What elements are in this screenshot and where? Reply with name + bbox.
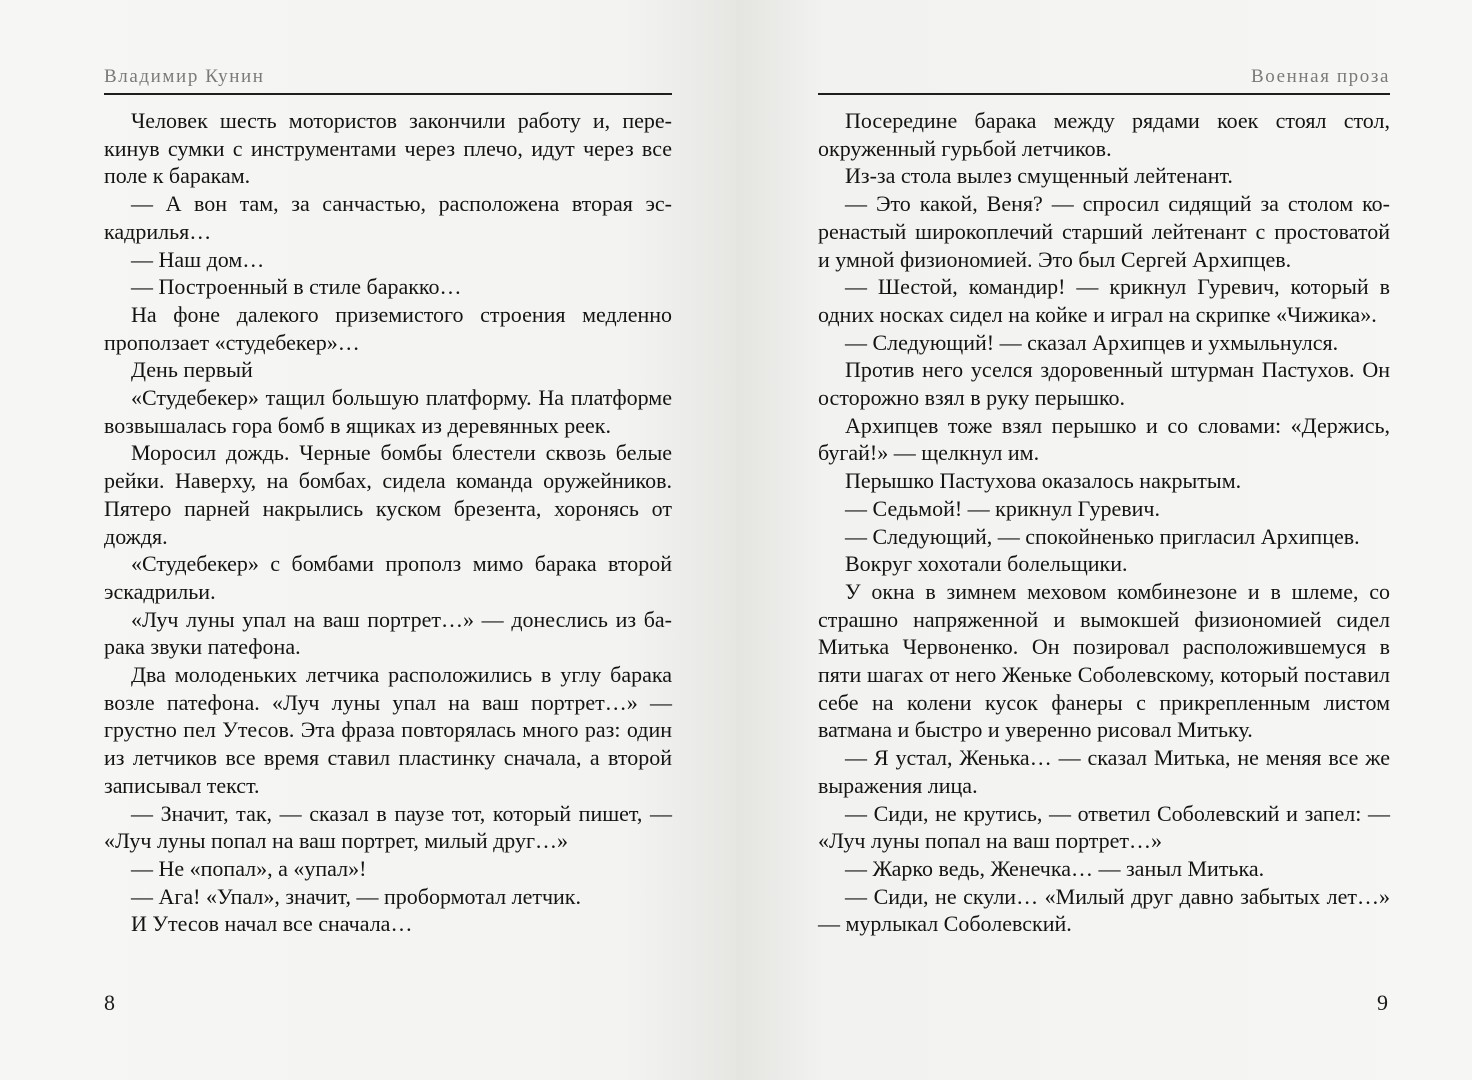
paragraph: — А вон там, за санчастью, расположена вторая эскадрилья… [104,191,672,244]
left-page-text [104,107,672,938]
paragraph: — Сиди, не скули… «Милый друг давно забытых лет…» — мурлыкал Соболевский. [818,883,1390,937]
page-number: 9 [1377,990,1388,1015]
paragraph: — Я устал, Женька… — сказал Митька, не меняя все же выражения лица. [818,745,1390,798]
paragraph: — Наш дом… [131,246,265,272]
running-head-author: Владимир Кунин [104,66,265,87]
paragraph: Архипцев тоже взял перышко и со словами: «Держись, бугай!» — щелкнул им. [818,412,1390,466]
paragraph: — Не «попал», а «упал»! [131,855,367,881]
paragraph: — Жарко ведь, Женечка… — заныл Митька. [845,855,1265,881]
right-page [736,0,1472,1080]
page-number: 8 [104,990,115,1015]
paragraph: Моросил дождь. Черные бомбы блестели сквозь белые рейки. Наверху, на бомбах, сидела команда оружейников. Пятеро парней накрылись куском брезента, хоронясь от дождя. [104,440,672,549]
header-rule [104,93,672,95]
paragraph: Из-за стола вылез смущенный лейтенант. [845,163,1233,189]
paragraph: Человек шесть мотористов закончили работу и, перекинув сумки с инструментами через плечо, идут через все поле к баракам. [104,108,672,189]
paragraph: «Студебекер» тащил большую платформу. На платформе возвышалась гора бомб в ящиках из деревянных реек. [104,385,672,438]
paragraph: — Это какой, Веня? — спросил сидящий за столом коренастый широкоплечий старший лейтенант с простоватой и умной физиономией. Это был Сергей Архипцев. [818,191,1390,272]
paragraph: И Утесов начал все сначала… [131,911,413,937]
paragraph: — Ага! «Упал», значит, — пробормотал летчик. [131,883,581,909]
paragraph: — Значит, так, — сказал в паузе тот, который пишет, — «Луч луны попал на ваш портрет, милый друг…» [104,800,672,854]
paragraph: На фоне далекого приземистого строения медленно проползает «студебекер»… [104,301,672,355]
right-page-text [818,107,1390,938]
paragraph: Против него уселся здоровенный штурман Пастухов. Он осторожно взял в руку перышко. [818,357,1390,411]
paragraph: Вокруг хохотали болельщики. [845,551,1128,577]
paragraph: — Следующий! — сказал Архипцев и ухмыльнулся. [845,329,1339,355]
paragraph: Два молоденьких летчика расположились в углу барака возле патефона. «Луч луны упал на ваш портрет…» — грустно пел Утесов. Эта фраза повторялась много раз: один из летчиков все время ставил пластинку сначала, а второй записывал текст. [104,662,672,798]
paragraph: — Следующий, — спокойненько пригласил Архипцев. [845,523,1360,549]
header-rule [818,93,1390,95]
paragraph: «Студебекер» с бомбами прополз мимо барака второй эскадрильи. [104,551,672,604]
paragraph: — Построенный в стиле баракко… [131,274,462,300]
paragraph: — Седьмой! — крикнул Гуревич. [845,495,1160,521]
paragraph: Перышко Пастухова оказалось накрытым. [845,468,1242,494]
paragraph: — Сиди, не крутись, — ответил Соболевский и запел: — «Луч луны попал на ваш портрет…» [818,800,1390,854]
paragraph: День первый [131,357,253,383]
running-head-section: Военная проза [1250,66,1390,87]
paragraph: Посередине барака между рядами коек стоял стол, окруженный гурьбой летчиков. [818,108,1390,161]
paragraph: «Луч луны упал на ваш портрет…» — донеслись из барака звуки патефона. [104,606,672,660]
paragraph: У окна в зимнем меховом комбинезоне и в шлеме, со страшно напряженной и вымокшей физиономией сидел Митька Червоненко. Он позировал расположившемуся в пяти шагах от него Женьке Соболевскому, который поставил себе на колени кусок фанеры с прикрепленным листом ватмана и быстро и уверенно рисовал Митьку. [818,578,1390,743]
paragraph: — Шестой, командир! — крикнул Гуревич, который в одних носках сидел на койке и играл на скрипке «Чижика». [818,274,1390,327]
